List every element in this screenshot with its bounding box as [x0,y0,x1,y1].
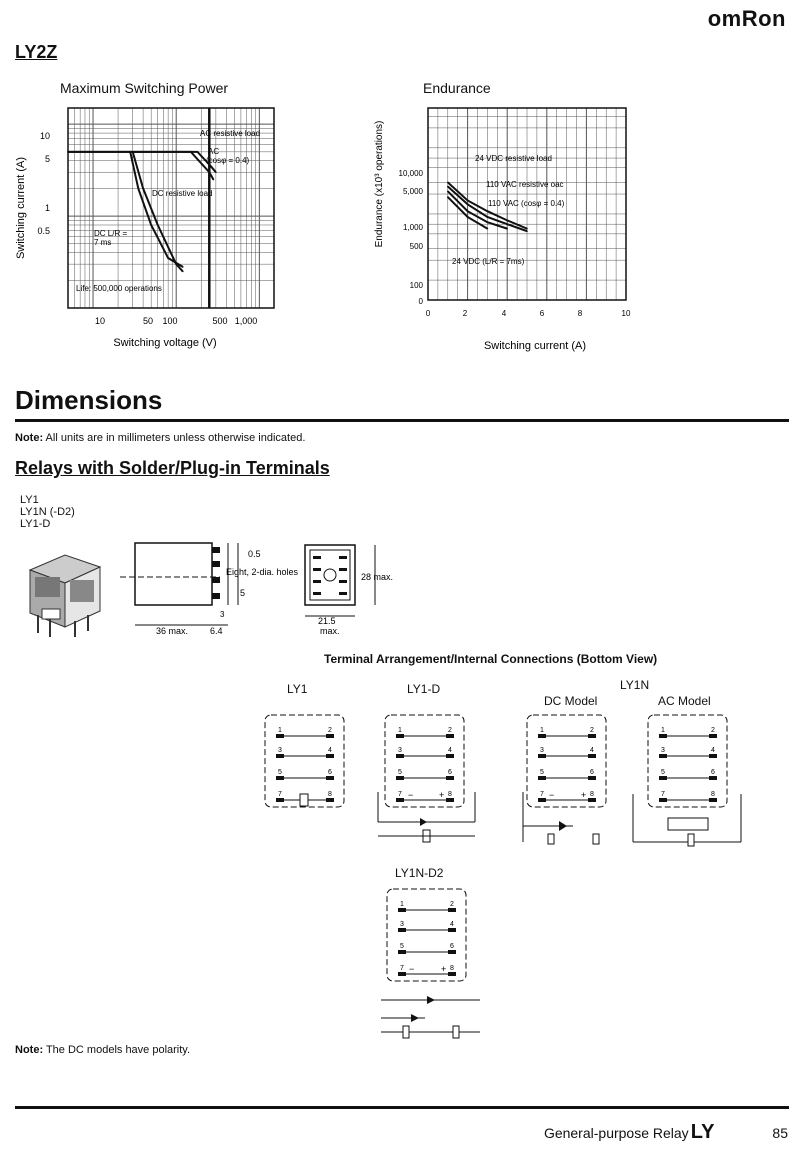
chart1-point [197,151,199,153]
pin-label: 1 [398,727,402,734]
chart1-annotation: (cosφ = 0.4) [206,156,250,165]
pin-label: 7 [398,791,402,798]
pin-label: 2 [711,727,715,734]
chart2-xtick: 4 [501,309,507,318]
pin-label: 5 [278,769,282,776]
dc-model-label: DC Model [544,694,598,708]
note-text: The DC models have polarity. [43,1044,191,1056]
chart1-svg [10,96,300,356]
chart2-xtick: 6 [539,309,545,318]
pin-label: 4 [590,747,594,754]
chart2-point [447,186,449,188]
dim-label: 5 [240,588,246,598]
chart2-ytick: 5,000 [402,187,423,196]
ly1-label: LY1 [287,682,308,696]
pin-label: 1 [278,727,282,734]
model-name: LY1 [20,494,39,506]
pin-label: 5 [398,769,402,776]
pin-label: 4 [448,747,452,754]
relay-coil [35,577,60,597]
model-list [20,494,75,530]
dim-label: 6.4 [210,626,223,636]
pin-label: 4 [711,747,715,754]
relay-photo [20,545,110,640]
pin-label: 8 [450,965,454,972]
chart1-frame [68,108,274,308]
pin-label: 4 [450,921,454,928]
pin-label: 3 [398,747,402,754]
chart1-point [137,188,139,190]
dim-label: 28 max. [361,572,394,582]
model-heading: LY2Z [15,42,58,62]
chart2-point [447,191,449,193]
chart1-annotation: DC L/R = [94,229,128,238]
chart2-point [526,230,528,232]
pin-label: 5 [400,943,404,950]
polarity-note [15,1044,190,1056]
chart1-point [129,151,131,153]
chart1-ytick: 10 [39,131,50,141]
pin-label: 8 [590,791,594,798]
dim-label: 0.5 [248,549,261,559]
note-text: All units are in millimeters unless otherwise indicated. [43,432,306,444]
pin-label: 7 [400,965,404,972]
model-name: LY1N (-D2) [20,506,75,518]
chart2-point [506,223,508,225]
chart1-point [182,271,184,273]
pin-label: 3 [400,921,404,928]
chart2-title: Endurance [423,80,491,96]
chart2-point [487,210,489,212]
chart2-xtick: 0 [425,309,431,318]
chart2-point [467,210,469,212]
chart2-point [467,216,469,218]
model-name: LY1-D [20,518,51,530]
page-number: 85 [772,1125,788,1141]
dim-label: Eight, 2-dia. holes [226,567,299,577]
chart2-point [467,203,469,205]
chart1-point [132,151,134,153]
pin-label: 5 [540,769,544,776]
polarity-minus: − [409,964,415,974]
chart1-grid [68,108,274,308]
solder-terminals-heading: Relays with Solder/Plug-in Terminals [15,458,330,478]
dim-label: 36 max. [156,626,189,636]
ly1d-label: LY1-D [407,682,441,696]
pin-label: 8 [711,791,715,798]
chart1-annotation: DC resistive load [152,189,213,198]
bottom-view-drawing [300,540,410,640]
heading-rule [15,419,789,422]
chart1-xtick: 100 [162,316,178,326]
chart2-annotation: 24 VDC resistive load [475,154,552,163]
chart1-ytick: 1 [44,203,50,213]
ly1n-ac-diagram [628,712,748,847]
ly1n-dc-diagram [515,712,630,847]
chart2-xtick: 8 [577,309,583,318]
polarity-minus: − [549,790,555,800]
chart1-point [142,188,144,190]
chart2-ytick: 1,000 [402,223,423,232]
chart2-point [467,200,469,202]
chart2-point [506,220,508,222]
ly1-diagram [262,712,347,812]
chart1-title: Maximum Switching Power [60,80,229,96]
ly1nd2-label: LY1N-D2 [395,866,444,880]
pin-label: 6 [450,943,454,950]
note-label: Note: [15,432,44,444]
pin-label: 3 [278,747,282,754]
dimensions-heading: Dimensions [15,385,163,415]
pin-label: 6 [448,769,452,776]
chart1-annotation: AC [208,147,220,156]
chart1-xtick: 10 [94,316,106,326]
chart1-point [150,224,152,226]
chart2-point [487,216,489,218]
chart2-svg [368,96,643,356]
polarity-plus: + [439,790,445,800]
pin-label: 7 [278,791,282,798]
chart2-xlabel: Switching current (A) [483,340,587,352]
omron-logo: omRon [707,6,786,31]
pin-label: 1 [400,901,404,908]
ly1nd2-diagram [375,886,490,1041]
chart2-xtick: 10 [621,309,631,318]
chart1-point [213,179,215,181]
pin-label: 2 [328,727,332,734]
chart1-xtick: 1,000 [234,316,258,326]
chart2-point [487,221,489,223]
pin-label: 6 [328,769,332,776]
chart1-ylabel: Switching current (A) [15,156,27,260]
pin-label: 7 [540,791,544,798]
pin-label: 3 [661,747,665,754]
chart1-xtick: 500 [212,316,228,326]
chart2-xtick: 2 [462,309,468,318]
polarity-plus: + [441,964,447,974]
chart2-annotation: 24 VDC (L/R = 7ms) [452,257,525,266]
chart1-xtick: 50 [142,316,154,326]
chart1-series-line [68,152,213,180]
chart1-point [157,224,159,226]
chart1-annotation: 7 ms [94,238,112,247]
footer [544,1121,788,1144]
pin-label: 2 [590,727,594,734]
chart1-annotation: Life: 500,000 operations [76,284,162,293]
side-view-drawing [120,535,300,640]
chart2-ytick: 100 [409,281,423,290]
footer-rule [15,1106,789,1109]
note-label: Note: [15,1044,44,1056]
chart2-point [526,228,528,230]
chart2-point [447,196,449,198]
chart2-ytick: 10,000 [398,169,423,178]
dim-label: max. [320,626,340,636]
pin-label: 5 [661,769,665,776]
chart1-point [190,151,192,153]
pin-label: 4 [328,747,332,754]
chart1-point [182,266,184,268]
chart2-point [506,228,508,230]
pin-label: 1 [661,727,665,734]
ac-model-label: AC Model [658,694,711,708]
dim-label: 21.5 [318,616,336,626]
chart2-annotation: 110 VAC resistive oac [486,180,564,189]
polarity-minus: − [408,790,414,800]
pin-label: 6 [711,769,715,776]
chart1-xlabel: Switching voltage (V) [113,337,217,349]
pin-label: 2 [448,727,452,734]
chart2-ylabel: Endurance (x10³ operations) [374,120,385,248]
chart2-point [487,228,489,230]
pin-label: 6 [590,769,594,776]
chart1-ytick: 0.5 [37,226,50,236]
ly1n-label: LY1N [620,678,650,692]
chart1-annotation: AC resistive load [200,129,261,138]
chart2-ytick: 500 [409,242,423,251]
units-note [15,432,305,444]
chart1-ytick: 5 [44,154,50,164]
chart1-point [67,151,69,153]
chart1-point [215,171,217,173]
pin-label: 7 [661,791,665,798]
chart1-point [167,257,169,259]
pin-label: 1 [540,727,544,734]
terminal-title: Terminal Arrangement/Internal Connections (Bottom View) [324,652,658,666]
chart2-point [447,182,449,184]
footer-title: General-purpose Relay [543,1125,689,1141]
pin-label: 3 [540,747,544,754]
chart2-annotation: 110 VAC (cosφ = 0.4) [488,199,565,208]
pin-label: 8 [328,791,332,798]
polarity-plus: + [581,790,587,800]
pin-label: 8 [448,791,452,798]
pin-label: 2 [450,901,454,908]
chart1-series [67,108,216,308]
dim-label: 3 [220,610,225,619]
ly1d-diagram [375,712,490,847]
footer-series: LY [690,1121,715,1143]
chart2-ytick: 0 [418,297,423,306]
